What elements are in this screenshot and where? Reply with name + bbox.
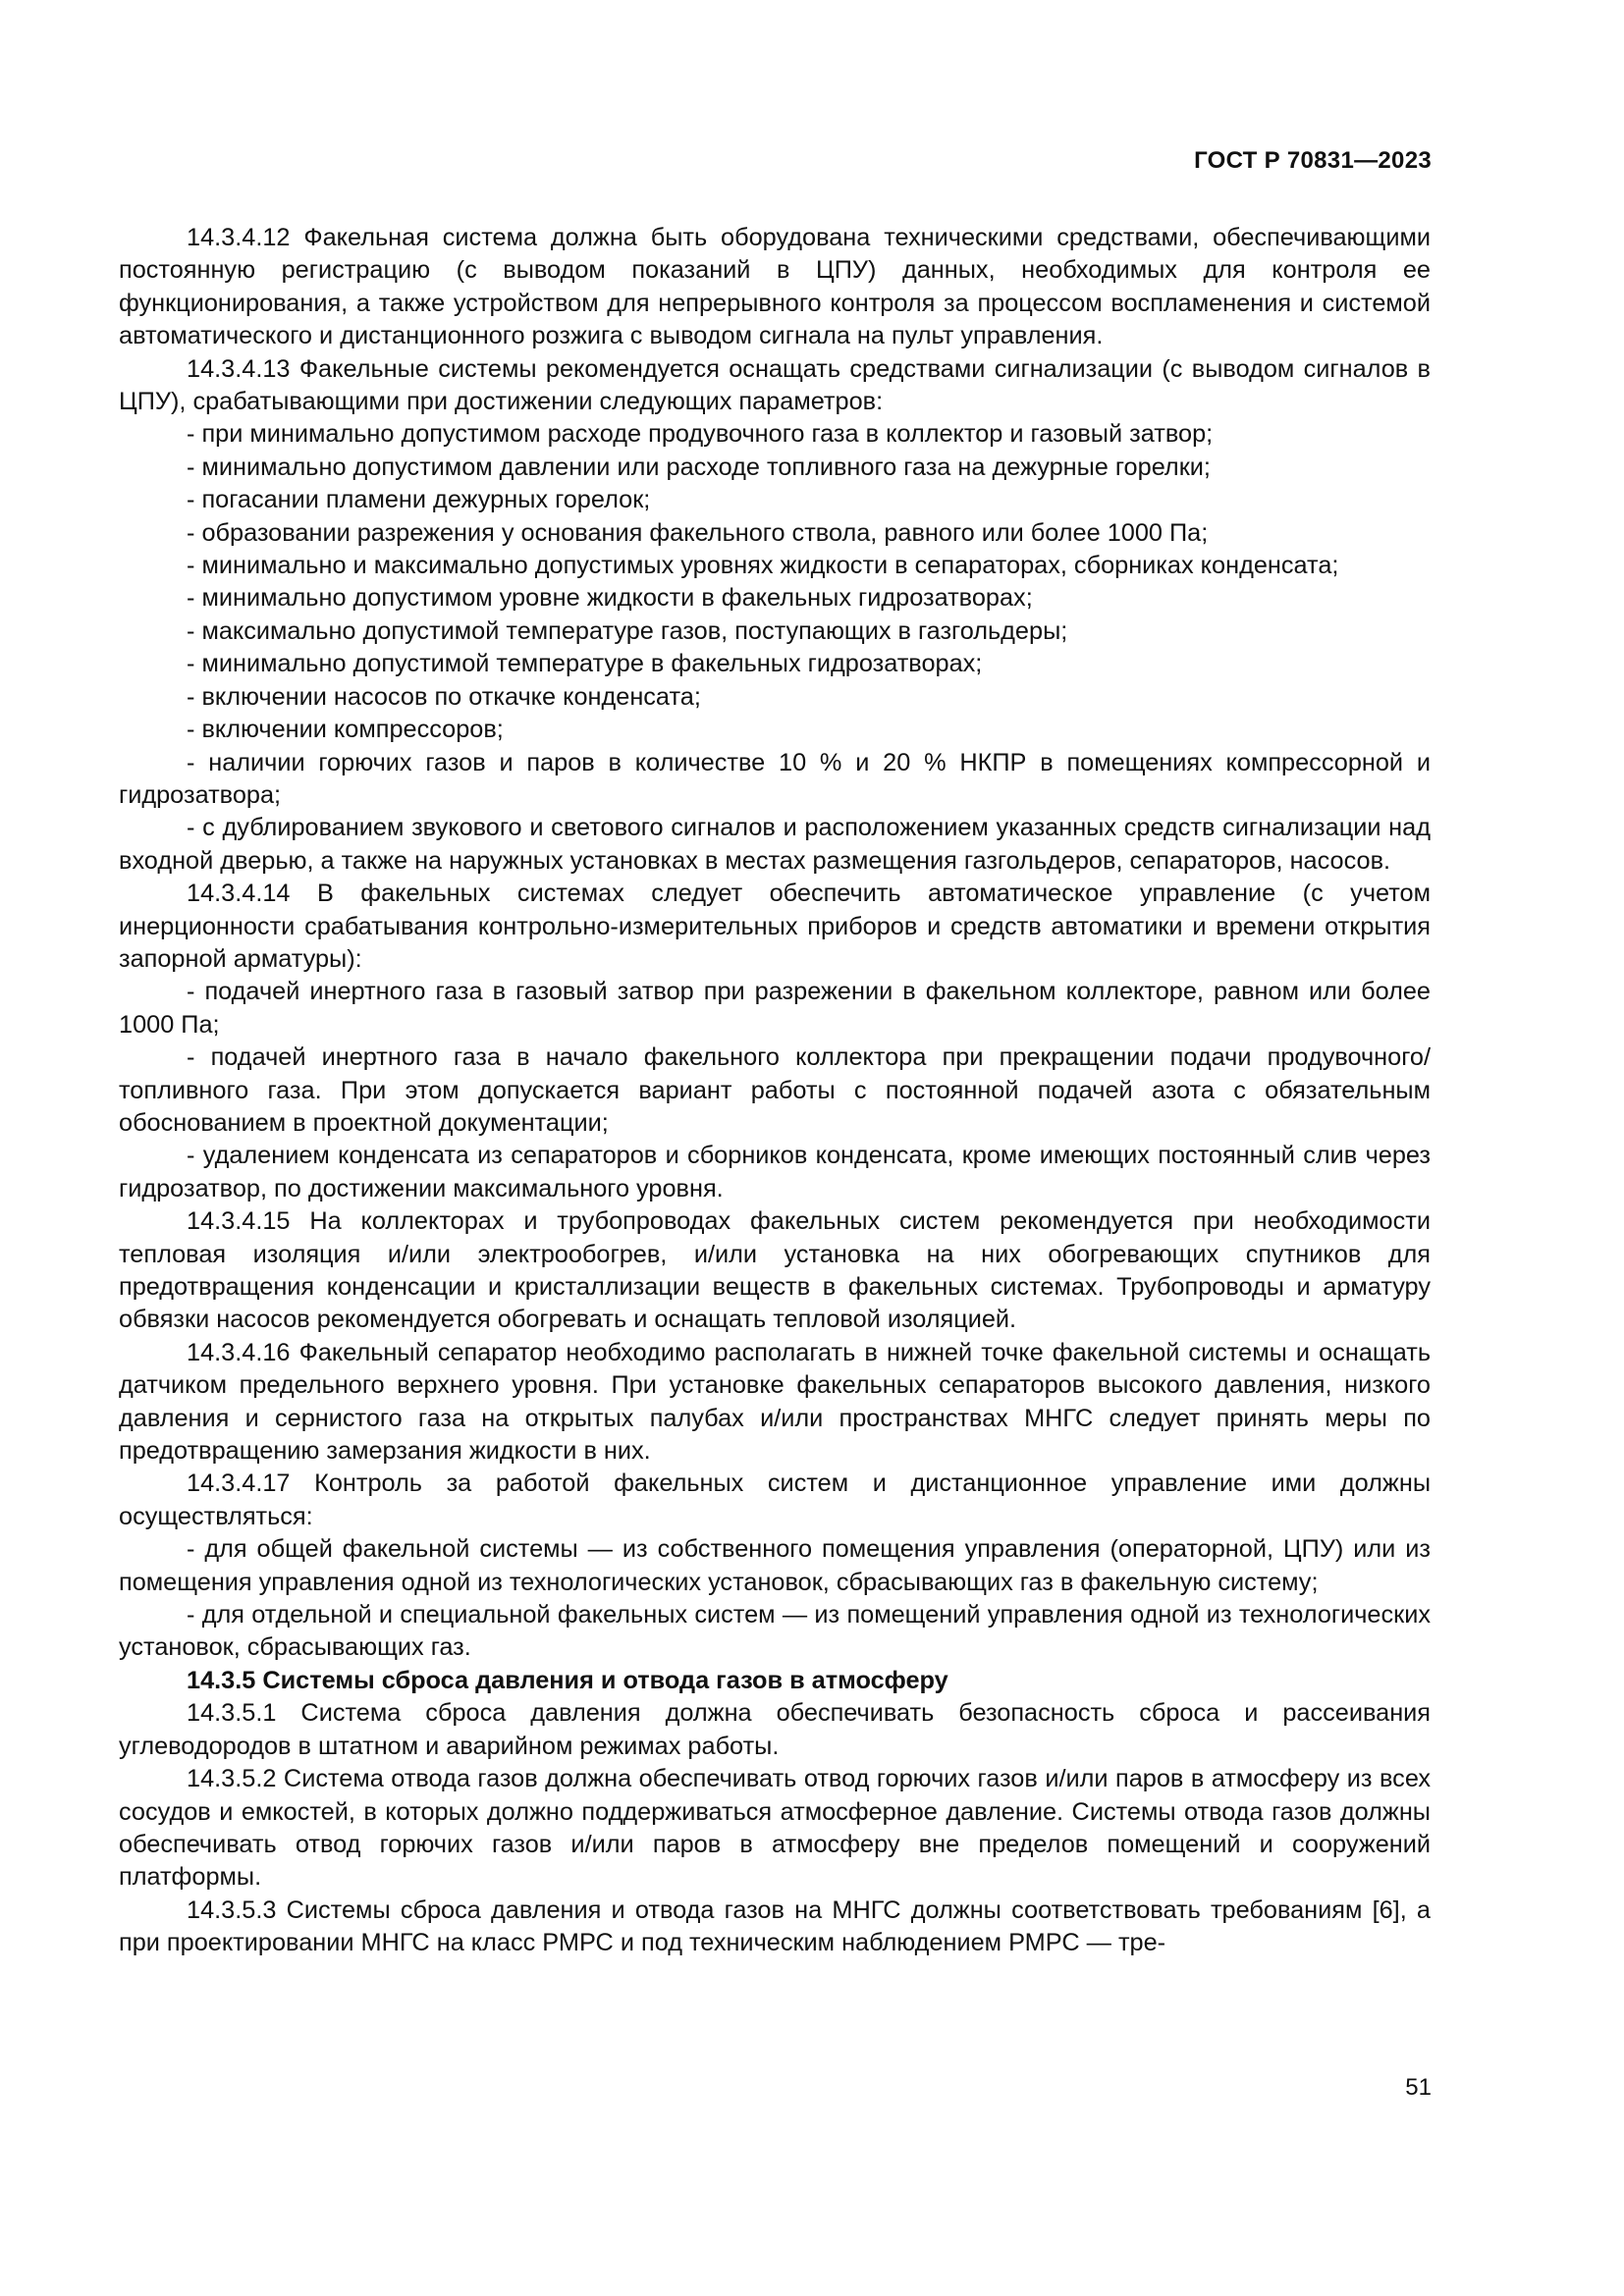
- list-item: - для отдельной и специальной факельных систем — из помещений управления одной из технологических установок, сбрасывающих газ.: [119, 1601, 1431, 1662]
- list-item: - удалением конденсата из сепараторов и сборников конденсата, кроме имеющих постоянный слив через гидрозатвор, по достижении максимального уровня.: [119, 1142, 1431, 1202]
- paragraph-14-3-4-13: 14.3.4.13 Факельные системы рекомендуется оснащать средствами сигнализации (с выводом сигналов в ЦПУ), срабатывающими при достижении следующих параметров:: [119, 354, 1431, 416]
- list-item: - минимально допустимом уровне жидкости в факельных гидрозатворах;: [187, 584, 1033, 613]
- list-item: - подачей инертного газа в газовый затвор при разрежении в факельном коллекторе, равном или более 1000 Па;: [119, 978, 1431, 1039]
- list-item: - при минимально допустимом расходе продувочного газа в коллектор и газовый затвор;: [187, 420, 1214, 449]
- paragraph-14-3-4-15: 14.3.4.15 На коллекторах и трубопроводах факельных систем рекомендуется при необходимости тепловая изоляция и/или электрообогрев, и/или установка на них обогревающих спутников для предотвращения конденсации и кристаллизации веществ в факельных системах. Трубопроводы и арматуру обвязки насосов рекомендуется обогревать и оснащать тепловой изоляцией.: [119, 1207, 1431, 1334]
- paragraph-14-3-4-16: 14.3.4.16 Факельный сепаратор необходимо располагать в нижней точке факельной системы и оснащать датчиком предельного верхнего уровня. При установке факельных сепараторов высокого давления, низкого давления и сернистого газа на открытых палубах и/или пространствах МНГС следует принять меры по предотвращению замерзания жидкости в них.: [119, 1338, 1431, 1466]
- paragraph-14-3-4-17: 14.3.4.17 Контроль за работой факельных систем и дистанционное управление ими должны осуществляться:: [119, 1469, 1431, 1530]
- document-body: [119, 222, 1431, 1960]
- paragraph-14-3-5-2: 14.3.5.2 Система отвода газов должна обеспечивать отвод горючих газов и/или паров в атмосферу из всех сосудов и емкостей, в которых должно поддерживаться атмосферное давление. Системы отвода газов должны обеспечивать отвод горючих газов и/или паров в атмосферу вне пределов помещений и сооружений платформы.: [119, 1765, 1431, 1892]
- list-item: - погасании пламени дежурных горелок;: [187, 486, 651, 514]
- list-item: - минимально и максимально допустимых уровнях жидкости в сепараторах, сборниках конденсата;: [187, 552, 1339, 580]
- list-item: - включении компрессоров;: [187, 716, 504, 744]
- list-item: - образовании разрежения у основания факельного ствола, равного или более 1000 Па;: [187, 518, 1209, 547]
- list-item: - включении насосов по откачке конденсата;: [187, 682, 701, 711]
- document-id-header: ГОСТ Р 70831—2023: [1194, 147, 1432, 174]
- paragraph-14-3-5-1: 14.3.5.1 Система сброса давления должна обеспечивать безопасность сброса и рассеивания углеводородов в штатном и аварийном режимах работы.: [119, 1699, 1431, 1760]
- list-item: - подачей инертного газа в начало факельного коллектора при прекращении подачи продувочного/топливного газа. При этом допускается вариант работы с постоянной подачей азота с обязательным обоснованием в проектной документации;: [119, 1043, 1431, 1137]
- paragraph-14-3-4-14: 14.3.4.14 В факельных системах следует обеспечить автоматическое управление (с учетом инерционности срабатывания контрольно-измерительных приборов и средств автоматики и времени открытия запорной арматуры):: [119, 880, 1431, 973]
- list-item: - для общей факельной системы — из собственного помещения управления (операторной, ЦПУ) или из помещения управления одной из технологических установок, сбрасывающих газ в факельную систему;: [119, 1535, 1431, 1596]
- section-heading-14-3-5: 14.3.5 Системы сброса давления и отвода газов в атмосферу: [187, 1666, 948, 1694]
- paragraph-14-3-5-3: 14.3.5.3 Системы сброса давления и отвода газов на МНГС должны соответствовать требованиям [6], а при проектировании МНГС на класс РМРС и под техническим наблюдением РМРС — тре-: [119, 1896, 1431, 1957]
- list-item: - наличии горючих газов и паров в количестве 10 % и 20 % НКПР в помещениях компрессорной и гидрозатвора;: [119, 748, 1431, 809]
- list-item: - с дублированием звукового и светового сигналов и расположением указанных средств сигнализации над входной дверью, а также на наружных установках в местах размещения газгольдеров, сепараторов, насосов.: [119, 814, 1431, 875]
- page-number: 51: [1405, 2074, 1432, 2101]
- list-item: - максимально допустимой температуре газов, поступающих в газгольдеры;: [187, 616, 1068, 645]
- list-item: - минимально допустимом давлении или расходе топливного газа на дежурные горелки;: [187, 453, 1211, 481]
- list-item: - минимально допустимой температуре в факельных гидрозатворах;: [187, 650, 983, 678]
- paragraph-14-3-4-12: 14.3.4.12 Факельная система должна быть оборудована техническими средствами, обеспечивающими постоянную регистрацию (с выводом показаний в ЦПУ) данных, необходимых для контроля ее функционирования, а также устройством для непрерывного контроля за процессом воспламенения и системой автоматического и дистанционного розжига с выводом сигнала на пульт управления.: [119, 224, 1431, 350]
